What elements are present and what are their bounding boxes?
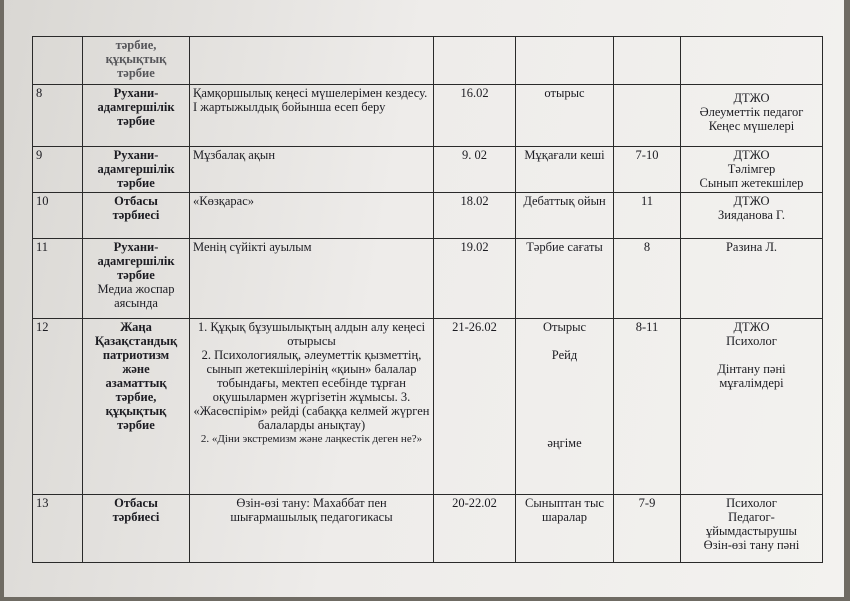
row-number bbox=[33, 37, 83, 85]
responsible-cell: ДТЖО Әлеуметтік педагог Кеңес мүшелері bbox=[681, 85, 823, 147]
form-cell: отырыс bbox=[516, 85, 614, 147]
table-row bbox=[33, 147, 823, 193]
date-cell: 20-22.02 bbox=[434, 495, 516, 563]
form-cell bbox=[516, 37, 614, 85]
table-row bbox=[33, 239, 823, 319]
date-cell: 21-26.02 bbox=[434, 319, 516, 495]
table-row bbox=[33, 85, 823, 147]
document-page bbox=[4, 0, 844, 597]
event-cell: Өзін-өзі тану: Махаббат пен шығармашылық педагогикасы bbox=[190, 495, 434, 563]
form-cell: Сыныптан тыс шаралар bbox=[516, 495, 614, 563]
row-number: 8 bbox=[33, 85, 83, 147]
row-number: 13 bbox=[33, 495, 83, 563]
event-plan-table bbox=[32, 36, 823, 563]
event-cell bbox=[190, 37, 434, 85]
direction-cell: Рухани- адамгершілік тәрбие bbox=[83, 147, 190, 193]
responsible-cell: Психолог Педагог- ұйымдастырушы Өзін-өзі тану пәні bbox=[681, 495, 823, 563]
class-cell bbox=[614, 37, 681, 85]
form-cell: Мұқағали кеші bbox=[516, 147, 614, 193]
responsible-cell: ДТЖО Тәлімгер Сынып жетекшілер bbox=[681, 147, 823, 193]
form-cell: Дебаттық ойын bbox=[516, 193, 614, 239]
class-cell: 8 bbox=[614, 239, 681, 319]
date-cell: 18.02 bbox=[434, 193, 516, 239]
event-item: 2. «Діни экстремизм және лаңкестік деген не?» bbox=[200, 433, 423, 445]
date-cell bbox=[434, 37, 516, 85]
event-item: 1. Құқық бұзушылықтың алдын алу кеңесі отырысы bbox=[197, 320, 426, 348]
date-cell: 16.02 bbox=[434, 85, 516, 147]
row-number: 11 bbox=[33, 239, 83, 319]
event-cell: Мұзбалақ ақын bbox=[190, 147, 434, 193]
form-cell: Тәрбие сағаты bbox=[516, 239, 614, 319]
table-row bbox=[33, 193, 823, 239]
date-cell: 19.02 bbox=[434, 239, 516, 319]
row-number: 10 bbox=[33, 193, 83, 239]
form-cell: Отырыс Рейд әңгіме bbox=[516, 319, 614, 495]
row-number: 12 bbox=[33, 319, 83, 495]
event-cell: Менің сүйікті ауылым bbox=[190, 239, 434, 319]
class-cell: 7-9 bbox=[614, 495, 681, 563]
event-cell: «Көзқарас» bbox=[190, 193, 434, 239]
class-cell bbox=[614, 85, 681, 147]
responsible-cell: ДТЖО Зияданова Г. bbox=[681, 193, 823, 239]
class-cell: 8-11 bbox=[614, 319, 681, 495]
responsible-cell bbox=[681, 37, 823, 85]
responsible-cell: ДТЖО Психолог Дінтану пәні мұғалімдері bbox=[681, 319, 823, 495]
table-row bbox=[33, 495, 823, 563]
direction-cell: Жаңа Қазақстандық патриотизм және азаматтық тәрбие, құқықтық тәрбие bbox=[83, 319, 190, 495]
class-cell: 11 bbox=[614, 193, 681, 239]
responsible-cell: Разина Л. bbox=[681, 239, 823, 319]
event-item: 2. Психологиялық, әлеуметтік қызметтің, сынып жетекшілерінің «қиын» балалар тобындағы, мектеп есебінде тұрған оқушылармен жүргізетін жұмысы. 3. «Жасөспірім» рейді (сабаққа келмей жүрген балаларды анықтау) bbox=[193, 348, 430, 432]
table-row bbox=[33, 319, 823, 495]
event-cell: Қамқоршылық кеңесі мүшелерімен кездесу. I жартыжылдық бойынша есеп беру bbox=[190, 85, 434, 147]
direction-cell: Рухани- адамгершілік тәрбие bbox=[83, 85, 190, 147]
direction-cell: Отбасы тәрбиесі bbox=[83, 495, 190, 563]
class-cell: 7-10 bbox=[614, 147, 681, 193]
direction-cell: Отбасы тәрбиесі bbox=[83, 193, 190, 239]
direction-cell: Рухани- адамгершілік тәрбие Медиа жоспар аясында bbox=[83, 239, 190, 319]
direction-cell: тәрбие, құқықтық тәрбие bbox=[83, 37, 190, 85]
event-cell bbox=[190, 319, 434, 495]
table-row bbox=[33, 37, 823, 85]
date-cell: 9. 02 bbox=[434, 147, 516, 193]
row-number: 9 bbox=[33, 147, 83, 193]
